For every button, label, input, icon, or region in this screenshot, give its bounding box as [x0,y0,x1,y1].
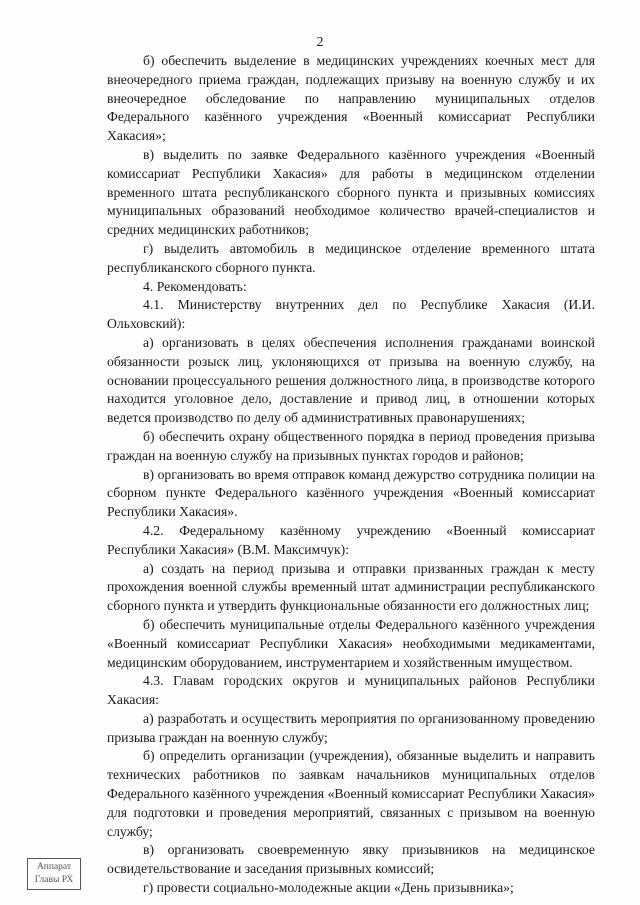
page-number: 2 [316,35,324,50]
stamp-line-2: Главы РХ [34,875,74,885]
registry-stamp [27,858,81,890]
paragraph: г) выделить автомобиль в медицинское отделение временного штата республиканского сборного пункта. [107,240,595,275]
paragraph: в) организовать во время отправок команд дежурство сотрудника полиции на сборном пункте Федерального казённого учреждения «Военный комиссариат Республики Хакасия». [107,466,595,520]
document-body [107,52,595,898]
paragraph: б) обеспечить муниципальные отделы Федерального казённого учреждения «Военный комиссариат Республики Хакасия» необходимыми медикаментами, медицинским оборудованием, инструментарием и хозяйственным имуществом. [107,616,595,670]
paragraph: 4. Рекомендовать: [143,278,247,294]
paragraph: в) выделить по заявке Федерального казённого учреждения «Военный комиссариат Республики Хакасия» для работы в медицинском отделении временного штата республиканского сборного пункта и призывных комиссиях муниципальных образований необходимое количество врачей-специалистов и средних медицинских работников; [107,146,595,238]
paragraph: а) организовать в целях обеспечения исполнения гражданами воинской обязанности розыск лиц, уклоняющихся от призыва на военную службу, на основании процессуального решения должностного лица, в производстве которого находится уголовное дело, доставление и привод лиц, в отношении которых ведется производство по делу об административных правонарушениях; [107,334,595,426]
paragraph: в) организовать своевременную явку призывников на медицинское освидетельствование и заседания призывных комиссий; [107,842,595,877]
stamp-line-1: Аппарат [36,862,72,872]
paragraph: 4.2. Федеральному казённому учреждению «Военный комиссариат Республики Хакасия» (В.М. Максимчук): [107,522,595,557]
paragraph: а) создать на период призыва и отправки призванных граждан к месту прохождения военной службы временный штат администрации республиканского сборного пункта и утвердить функциональные обязанности его должностных лиц; [107,560,595,614]
paragraph: б) обеспечить охрану общественного порядка в период проведения призыва граждан на военную службу на призывных пунктах городов и районов; [107,428,595,463]
paragraph: 4.3. Главам городских округов и муниципальных районов Республики Хакасия: [107,673,595,708]
paragraph: б) обеспечить выделение в медицинских учреждениях коечных мест для внеочередного приема граждан, подлежащих призыву на военную службу и их внеочередное обследование по направлению муниципальных отделов Федерального казённого учреждения «Военный комиссариат Республики Хакасия»; [107,53,595,144]
paragraph: а) разработать и осуществить мероприятия по организованному проведению призыва граждан на военную службу; [107,710,595,745]
paragraph: б) определить организации (учреждения), обязанные выделить и направить технических работников по заявкам начальников муниципальных отделов Федерального казённого учреждения «Военный комиссариат Республики Хакасия» для подготовки и проведения мероприятий, связанных с призывом на военную службу; [107,748,595,839]
paragraph: 4.1. Министерству внутренних дел по Республике Хакасия (И.И. Ольховский): [107,297,595,332]
paragraph: г) провести социально-молодежные акции «День призывника»; [143,880,514,896]
